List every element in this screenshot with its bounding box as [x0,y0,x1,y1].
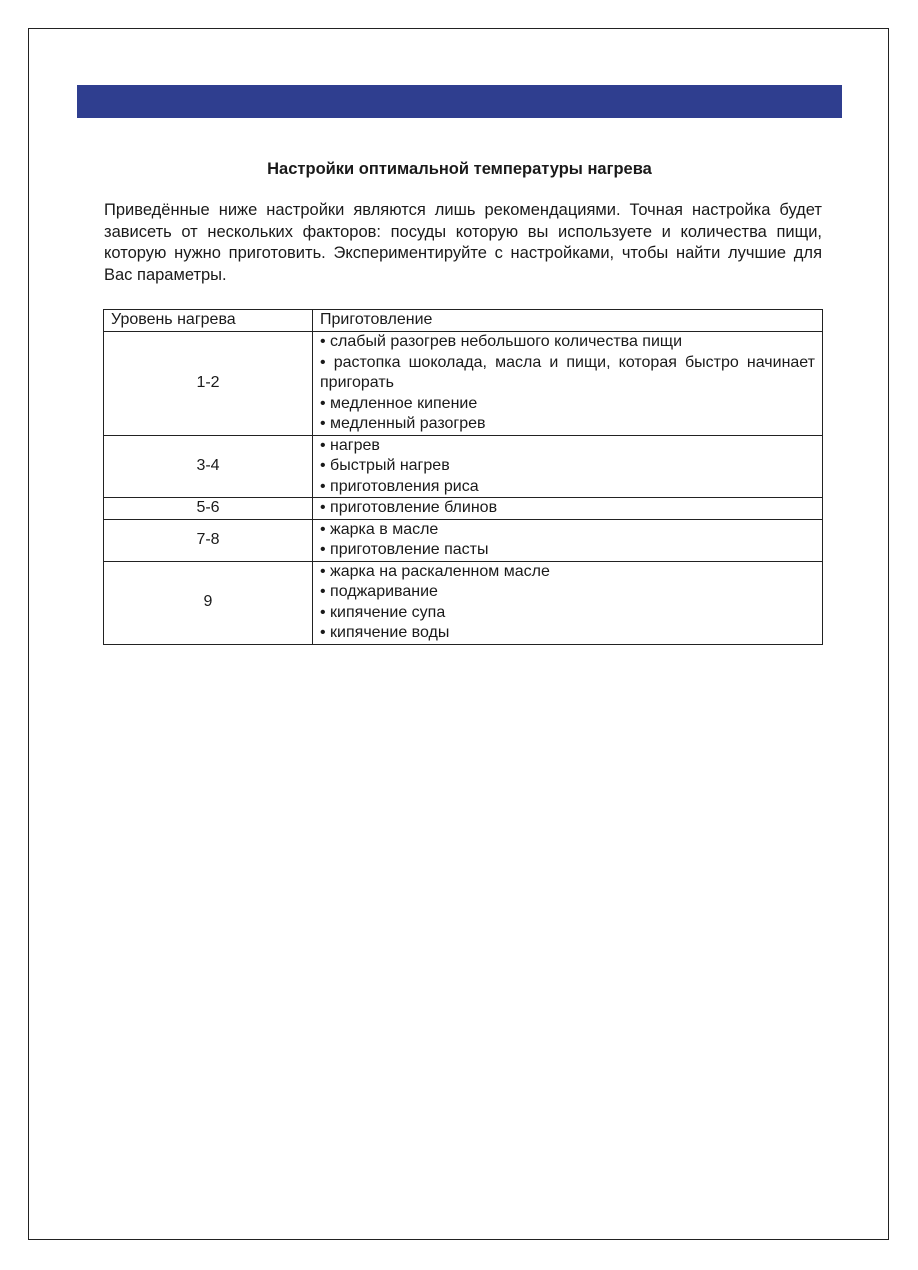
column-header-level: Уровень нагрева [104,310,313,332]
level-cell: 5-6 [104,498,313,520]
list-item: • растопка шоколада, масла и пищи, которая быстро начинает пригорать [320,353,815,391]
table-header-row [104,310,823,332]
list-item: • жарка на раскаленном масле [320,562,550,580]
table-row [104,519,823,561]
header-band [77,85,842,118]
heat-settings-table [103,309,823,645]
level-cell: 7-8 [104,519,313,561]
prep-cell [313,519,823,561]
list-item: • приготовление блинов [320,499,498,516]
list-item: • медленное кипение [320,394,478,412]
list-item: • кипячение воды [320,624,450,641]
list-item: • поджаривание [320,583,438,600]
list-item: • жарка в масле [320,520,439,538]
level-cell: 9 [104,561,313,644]
page-title: Настройки оптимальной температуры нагрева [267,160,652,178]
list-item: • кипячение супа [320,603,446,621]
table-row [104,498,823,520]
list-item: • приготовления риса [320,477,479,495]
table-row [104,435,823,498]
table-row [104,561,823,644]
level-cell: 3-4 [104,435,313,498]
level-cell: 1-2 [104,332,313,436]
prep-cell [313,561,823,644]
prep-cell [313,435,823,498]
list-item: • нагрев [320,436,380,454]
prep-cell [313,498,823,520]
table-row [104,332,823,436]
list-item: • быстрый нагрев [320,457,450,474]
column-header-prep: Приготовление [313,310,823,332]
list-item: • приготовление пасты [320,541,489,558]
list-item: • слабый разогрев небольшого количества пищи [320,333,683,350]
intro-paragraph: Приведённые ниже настройки являются лишь рекомендациями. Точная настройка будет зависеть от нескольких факторов: посуды которую вы используете и количества пищи, которую нужно приготовить. Экспериментируйте с настройками, чтобы найти лучшие для Вас параметры. [104,201,822,284]
list-item: • медленный разогрев [320,415,486,432]
prep-cell [313,332,823,436]
